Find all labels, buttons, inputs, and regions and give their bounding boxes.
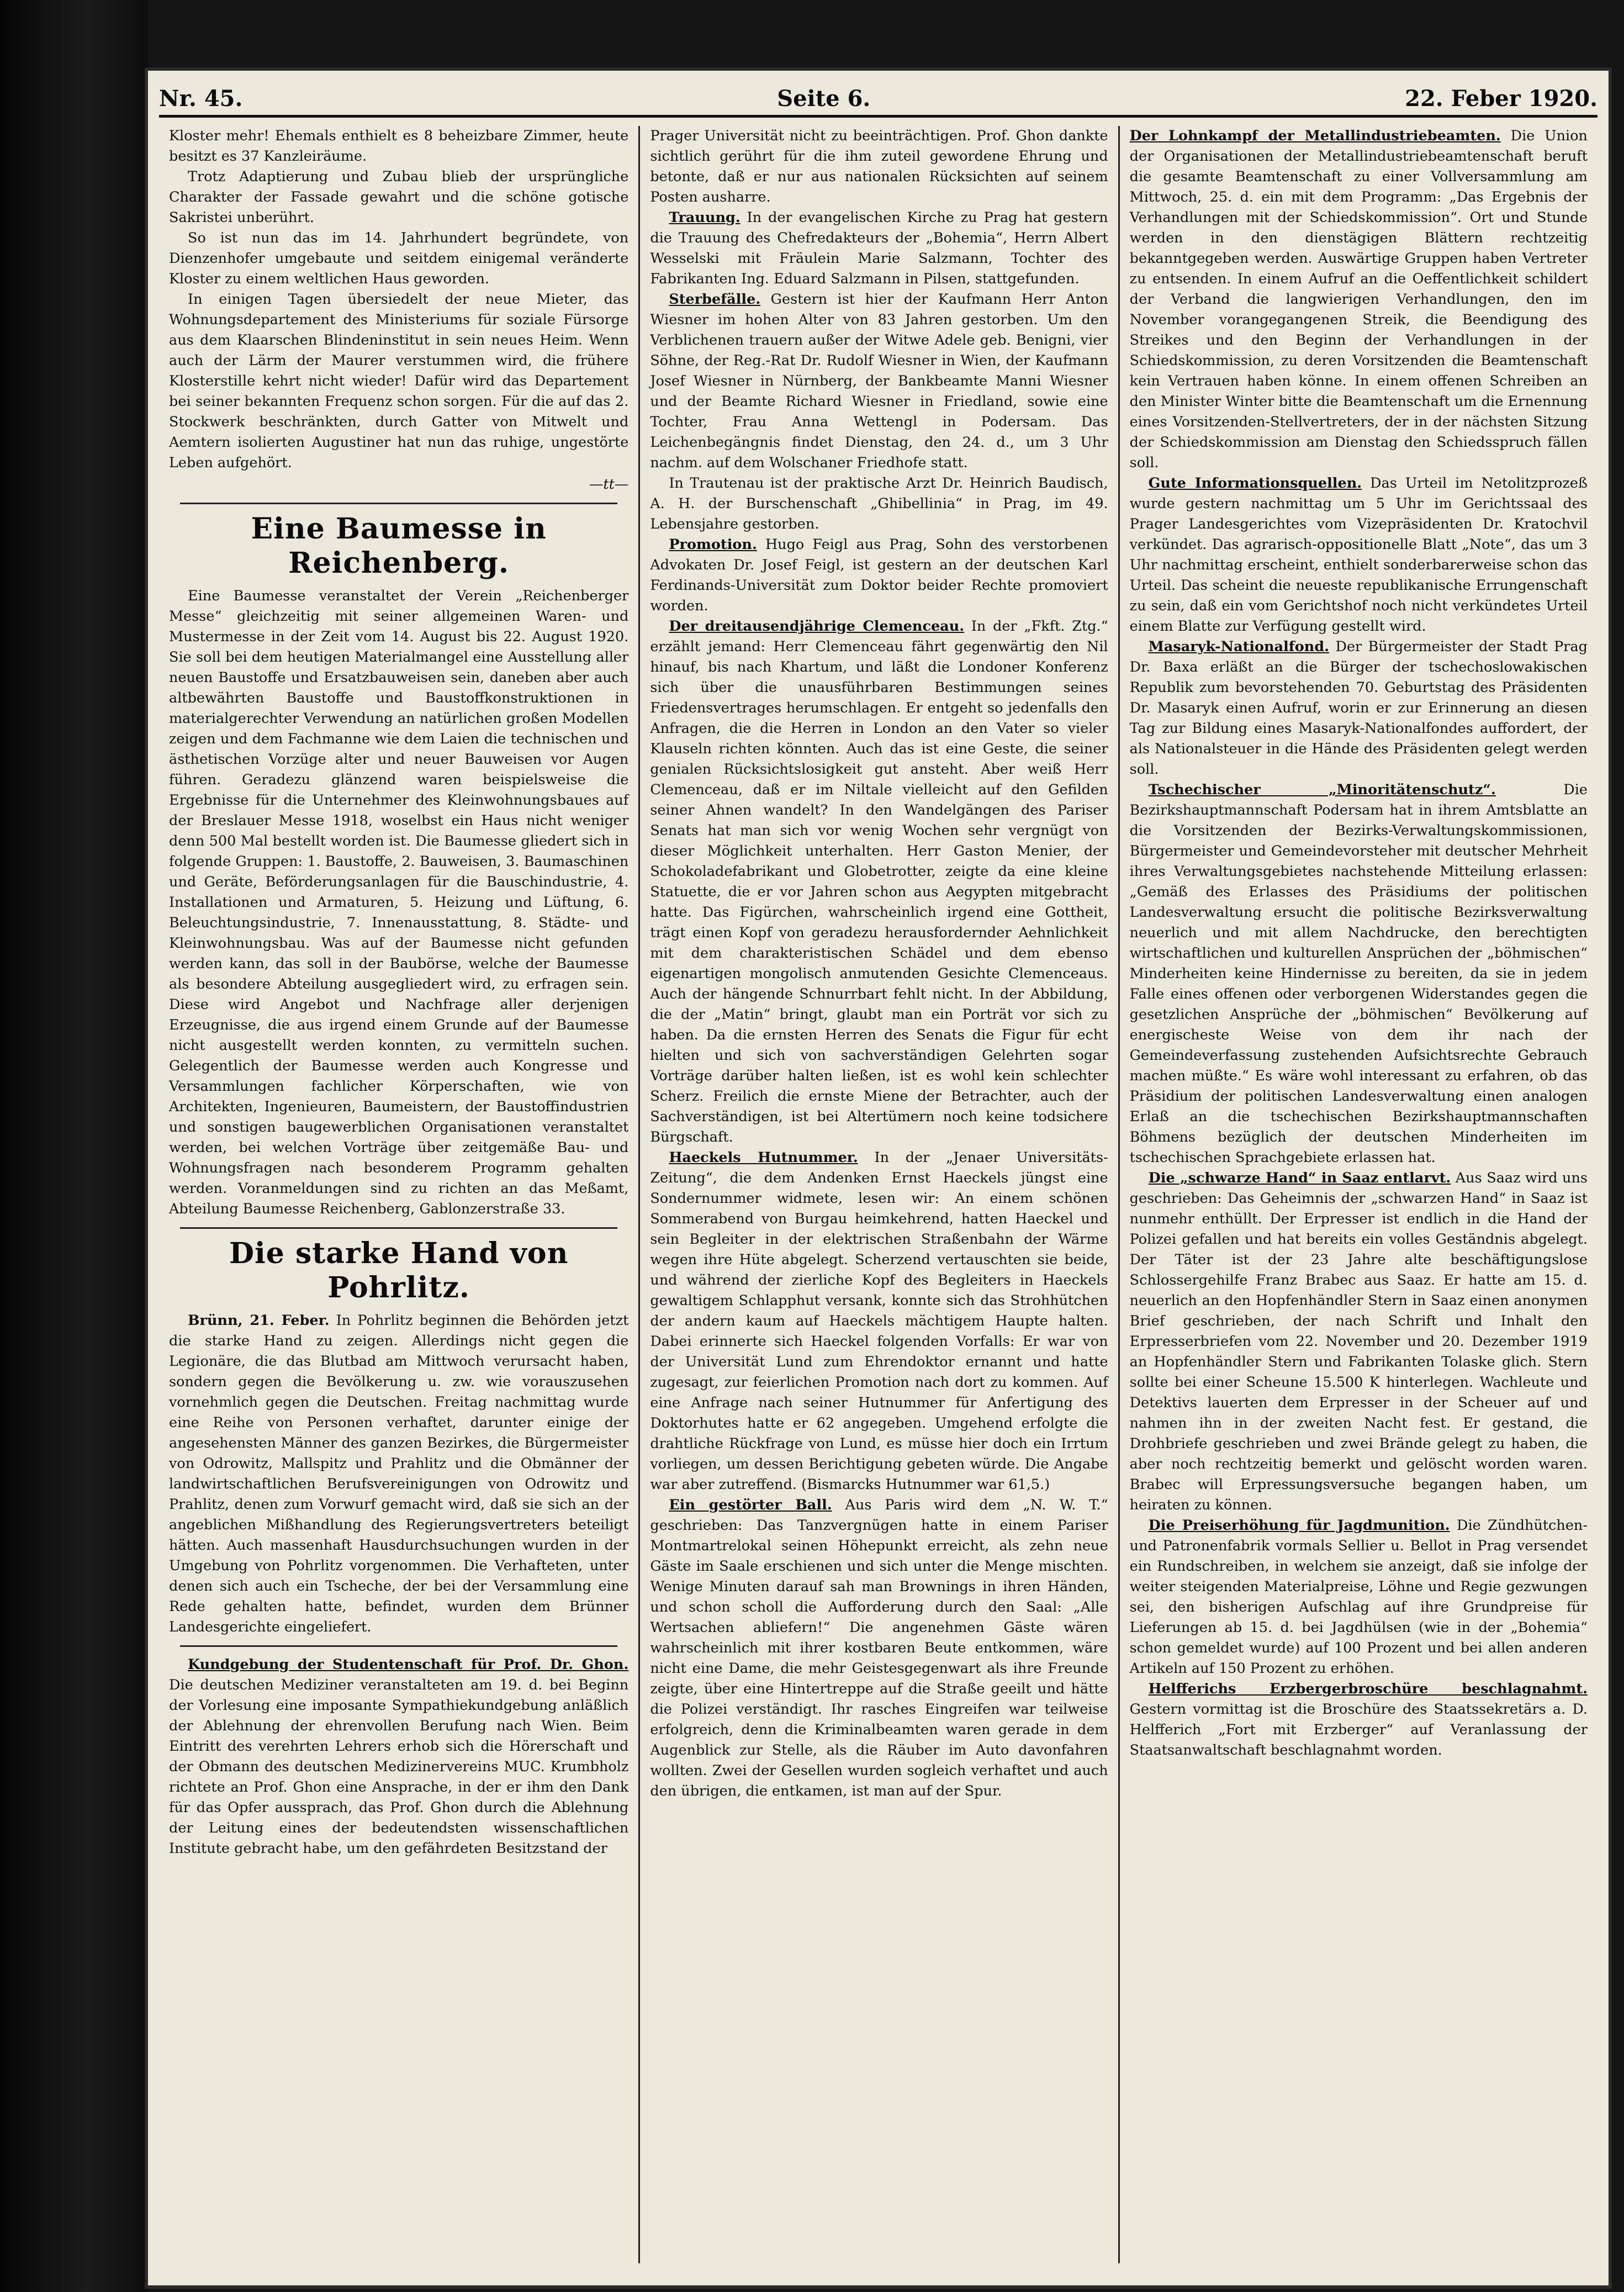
article-title: Tschechischer „Minoritätenschutz“. xyxy=(1148,781,1496,798)
article-body: Das Urteil im Netolitzprozeß wurde gestern nachmittag um 5 Uhr im Gerichtssaal des Prager Landesgerichtes vom Vizepräsidenten Dr. Kratochvil verkündet. Das agrarisch-oppositionelle Blatt „Note“, das um 3 Uhr nachmittag erscheint, enthielt sonderbarerweise schon das Urteil. Das scheint die neueste republikanische Errungenschaft zu sein, daß ein vom Gerichtshof noch nicht verkündetes Urteil einem Blatte zur Verfügung gestellt wird. xyxy=(1129,475,1588,635)
article-title: Ein gestörter Ball. xyxy=(669,1497,832,1513)
article-title: Die „schwarze Hand“ in Saaz entlarvt. xyxy=(1148,1170,1451,1186)
article-title: Gute Informationsquellen. xyxy=(1148,475,1362,492)
article-body: Die deutschen Mediziner veranstalteten am 19. d. bei Beginn der Vorlesung eine imposante Sympathiekundgebung anläßlich der Ablehnung der ehrenvollen Berufung nach Wien. Beim Eintritt des verehrten Lehrers erhob sich die Hörerschaft und der Obmann des deutschen Medizinervereins MUC. Krumbholz richtete an Prof. Ghon eine Ansprache, in der er ihm den Dank für das Opfer aussprach, das Prof. Ghon durch die Ablehnung der Leitung eines der bedeutendsten wissenschaftlichen Institute gebracht habe, um den gefährdeten Besitzstand der xyxy=(169,1677,629,1857)
page-number: Seite 6. xyxy=(777,85,871,112)
issue-number: Nr. 45. xyxy=(159,85,243,112)
newspaper-page xyxy=(148,71,1609,2285)
page-header xyxy=(159,82,1597,118)
paragraph: Prager Universität nicht zu beeinträchtigen. Prof. Ghon dankte sichtlich gerührt für die ihm zuteil gewordene Ehrung und betonte, daß er nur aus nationalen Rücksichten auf seinem Posten ausharre. xyxy=(650,128,1108,205)
paragraph: Kloster mehr! Ehemals enthielt es 8 beheizbare Zimmer, heute besitzt es 37 Kanzleiräume. xyxy=(169,128,629,165)
article-title: Der Lohnkampf der Metallindustriebeamten. xyxy=(1129,128,1501,144)
column-1 xyxy=(159,126,638,2263)
headline-pohrlitz: Die starke Hand von Pohrlitz. xyxy=(229,1237,569,1305)
article-title: Trauung. xyxy=(669,209,740,226)
article-title: Masaryk-Nationalfond. xyxy=(1148,638,1330,655)
divider xyxy=(180,1645,617,1647)
article-body: In der „Fkft. Ztg.“ erzählt jemand: Herr Clemenceau fährt gegenwärtig den Nil hinauf, bis nach Khartum, und läßt die Londoner Konferenz sich über die unausführbaren Bestimmungen seines Friedensvertrages herumschlagen. Er entgeht so jedenfalls den Anfragen, die die Herren in London an den Vater so vieler Klauseln richten könnten. Auch das ist eine Geste, die seiner genialen Rücksichtslosigkeit gut ansteht. Aber weiß Herr Clemenceau, daß er im Niltale vielleicht auf den Gefilden seiner Ahnen wandelt? In den Wandelgängen des Pariser Senats hat man sich vor wenig Wochen sehr vergnügt von dieser Möglichkeit unterhalten. Herr Gaston Menier, der Schokoladefabrikant und Globetrotter, zeigte da eine kleine Statuette, die er vor Jahren schon aus Aegypten mitgebracht hatte. Das Figürchen, wahrscheinlich irgend eine Gottheit, trägt einen Kopf von geradezu herausfordernder Aehnlichkeit mit dem charakteristischen Schädel und dem ebenso eigenartigen mongolisch anmutenden Gesichte Clemenceaus. Auch der hängende Schnurrbart fehlt nicht. In der Abbildung, die der „Matin“ bringt, glaubt man ein Porträt vor sich zu haben. Da die ernsten Herren des Senats die Figur für echt hielten und sich von sachverständigen Gelehrten sogar Vorträge darüber halten ließen, ist es wohl kein schlechter Scherz. Freilich die ernste Miene der Betrachter, auch der Sachverständigen, ist bei Altertümern noch keine todsichere Bürgschaft. xyxy=(650,618,1108,1145)
article-body: Aus Saaz wird uns geschrieben: Das Geheimnis der „schwarzen Hand“ in Saaz ist nunmehr enthüllt. Der Erpresser ist endlich in die Hand der Polizei gefallen und hat bereits ein volles Geständnis abgelegt. Der Täter ist der 23 Jahre alte beschäftigungslose Schlossergehilfe Franz Brabec aus Saaz. Er hatte am 15. d. neuerlich an den Hopfenhändler Stern in Saaz einen anonymen Brief geschrieben, der nach Schrift und Inhalt den Erpresserbriefen vom 22. November und 20. Dezember 1919 an Hopfenhändler Stern und Fabrikanten Tolaske glich. Stern sollte bei einer Scheune 15.500 K hinterlegen. Wachleute und Detektivs lauerten dem Erpresser in der Scheuer auf und nahmen ihn in der zweiten Nacht fest. Er gestand, die Drohbriefe geschrieben und zwei Brände gelegt zu haben, die aber noch rechtzeitig bemerkt und gelöscht worden waren. Brabec will Erpressungsversuche begangen haben, um heiraten zu können. xyxy=(1129,1170,1588,1513)
article-body: Aus Paris wird dem „N. W. T.“ geschrieben: Das Tanzvergnügen hatte in einem Pariser Montmartrelokal seinen Höhepunkt erreicht, als zehn neue Gäste im Saale erschienen und sich unter die Menge mischten. Wenige Minuten darauf sah man Brownings in ihren Händen, und schon scholl die Aufforderung durch den Saal: „Alle Wertsachen abliefern!“ Die angenehmen Gäste wären wahrscheinlich mit ihrer kostbaren Beute entkommen, wäre nicht eine Dame, die mehr Geistesgegenwart als ihre Freunde zeigte, über eine Hintertreppe auf die Straße geeilt und hätte die Polizei verständigt. Ihr rasches Eingreifen war teilweise erfolgreich, denn die Kriminalbeamten waren gerade in dem Augenblick zur Stelle, als die Räuber im Auto davonfahren wollten. Zwei der Gesellen wurden sogleich verhaftet und auch den übrigen, die entkamen, ist man auf der Spur. xyxy=(650,1497,1108,1799)
column-3 xyxy=(1118,126,1597,2263)
divider xyxy=(180,503,617,504)
paragraph: In einigen Tagen übersiedelt der neue Mieter, das Wohnungsdepartement des Ministeriums für soziale Fürsorge aus dem Klaarschen Blindeninstitut in sein neues Heim. Wenn auch der Lärm der Maurer verstummen wird, die frühere Klosterstille kehrt nicht wieder! Dafür wird das Departement bei seiner bekannten Frequenz schon sorgen. Für die auf das 2. Stockwerk beschränkten, durch Gatter von Mitwelt und Aemtern isolierten Augustiner hat nun das ruhige, ungestörte Leben aufgehört. xyxy=(169,291,629,471)
paragraph: In Trautenau ist der praktische Arzt Dr. Heinrich Baudisch, A. H. der Burschenschaft „Ghibellinia“ in Prag, im 49. Lebensjahre gestorben. xyxy=(650,475,1108,532)
paragraph: Trotz Adaptierung und Zubau blieb der ursprüngliche Charakter der Fassade gewahrt und die schöne gotische Sakristei unberührt. xyxy=(169,168,629,226)
article-body: Hugo Feigl aus Prag, Sohn des verstorbenen Advokaten Dr. Josef Feigl, ist gestern an der deutschen Karl Ferdinands-Universität zum Doktor beider Rechte promoviert worden. xyxy=(650,536,1108,614)
article-body: Die Union der Organisationen der Metallindustriebeamtenschaft beruft die gesamte Beamtenschaft zu einer Vollversammlung am Mittwoch, 25. d. ein mit dem Programm: „Das Ergebnis der Verhandlungen mit der Schiedskommission“. Ort und Stunde werden in den dienstägigen Blättern rechtzeitig bekanntgegeben werden. Auswärtige Gruppen haben Vertreter zu entsenden. In einem Aufruf an die Oeffentlichkeit schildert der Verband die langwierigen Verhandlungen, den im November vorangegangenen Streik, die Beendigung des Streikes und den Beginn der Verhandlungen in der Schiedskommission, zu deren Vorsitzenden die Beamtenschaft kein Vertrauen haben könne. In einem offenen Schreiben an den Minister Winter bitte die Beamtenschaft um die Ernennung eines Vorsitzenden-Stellvertreters, der in der nächsten Sitzung der Schiedskommission am Dienstag den Schiedsspruch fällen soll. xyxy=(1129,128,1588,471)
headline-baumesse: Eine Baumesse in Reichenberg. xyxy=(251,512,547,580)
article-title: Der dreitausendjährige Clemenceau. xyxy=(669,618,965,635)
article-body: Eine Baumesse veranstaltet der Verein „Reichenberger Messe“ gleichzeitig mit seiner allgemeinen Waren- und Mustermesse in der Zeit vom 14. August bis 22. August 1920. Sie soll bei dem heutigen Materialmangel eine Ausstellung aller neuen Baustoffe und Ersatzbauweisen sein, daneben aber auch altbewährten Baustoffe und Baustoffkonstruktionen in materialgerechter Verwendung an natürlichen großen Modellen zeigen und dem Fachmanne wie dem Laien die technischen und ästhetischen Vorzüge alter und neuer Bauweisen vor Augen führen. Geradezu glänzend waren beispielsweise die Ergebnisse für die Unternehmer des Kleinwohnungsbaues auf der Breslauer Messe 1918, woselbst ein Haus nicht weniger denn 500 Mal bestellt worden ist. Die Baumesse gliedert sich in folgende Gruppen: 1. Baustoffe, 2. Bauweisen, 3. Baumaschinen und Geräte, Beförderungsanlagen für die Bauschindustrie, 4. Installationen und Armaturen, 5. Heizung und Lüftung, 6. Beleuchtungsindustrie, 7. Innenausstattung, 8. Städte- und Kleinwohnungsbau. Was auf der Baumesse nicht gefunden werden kann, das soll in der Baubörse, welche der Baumesse als besondere Abteilung ausgegliedert wird, zu erfragen sein. Diese wird Angebot und Nachfrage aller derjenigen Erzeugnisse, die aus irgend einem Grunde auf der Baumesse nicht ausgestellt werden konnten, zu vermitteln suchen. Gelegentlich der Baumesse werden auch Kongresse und Versammlungen fachlicher Körperschaften, wie von Architekten, Ingenieuren, Baumeistern, der Baustoffindustrien und sonstigen baugewerblichen Organisationen veranstaltet werden, bei welchen Vorträge über zeitgemäße Bau- und Wohnungsfragen nach besonderem Programm gehalten werden. Voranmeldungen sind zu richten an das Meßamt, Abteilung Baumesse Reichenberg, Gablonzerstraße 33. xyxy=(169,588,629,1217)
article-title: Kundgebung der Studentenschaft für Prof. Dr. Ghon. xyxy=(188,1656,629,1673)
article-body: In Pohrlitz beginnen die Behörden jetzt die starke Hand zu zeigen. Allerdings nicht gegen die Legionäre, die das Blutbad am Mittwoch verursacht haben, sondern gegen die Bevölkerung u. zw. wie vorauszusehen vornehmlich gegen die Deutschen. Freitag nachmittag wurde eine Reihe von Personen verhaftet, darunter einige der angesehensten Männer des ganzen Bezirkes, die Bürgermeister von Odrowitz, Mallspitz und Prahlitz und die Obmänner der landwirtschaftlichen Berufsvereinigungen von Odrowitz und Prahlitz, denen zum Vorwurf gemacht wird, daß sie sich an der angeblichen Mißhandlung des Regierungsvertreters beteiligt hätten. Auch massenhaft Hausdurchsuchungen wurden in der Umgebung von Pohrlitz vorgenommen. Die Verhafteten, unter denen sich auch ein Tscheche, der bei der Versammlung eine Rede gehalten hatte, befindet, wurden dem Brünner Landesgerichte eingeliefert. xyxy=(169,1312,629,1635)
article-body: In der evangelischen Kirche zu Prag hat gestern die Trauung des Chefredakteurs der „Bohemia“, Herrn Albert Wesselski mit Fräulein Marie Salzmann, Tochter des Fabrikanten Ing. Eduard Salzmann in Pilsen, stattgefunden. xyxy=(650,209,1108,287)
article-body: Gestern ist hier der Kaufmann Herr Anton Wiesner im hohen Alter von 83 Jahren gestorben. Um den Verblichenen trauern außer der Witwe Adele geb. Benigni, vier Söhne, der Reg.-Rat Dr. Rudolf Wiesner in Wien, der Kaufmann Josef Wiesner in Nürnberg, der Bankbeamte Manni Wiesner und der Beamte Richard Wiesner in Friedland, sowie eine Tochter, Frau Anna Wettengl in Podersam. Das Leichenbegängnis findet Dienstag, den 24. d., um 3 Uhr nachm. auf dem Wolschaner Friedhofe statt. xyxy=(650,291,1108,471)
article-body: Gestern vormittag ist die Broschüre des Staatssekretärs a. D. Helfferich „Fort mit Erzberger“ auf Veranlassung der Staatsanwaltschaft beschlagnahmt worden. xyxy=(1129,1701,1588,1758)
article-body: Der Bürgermeister der Stadt Prag Dr. Baxa erläßt an die Bürger der tschechoslowakischen Republik zum bevorstehenden 70. Geburtstag des Präsidenten Dr. Masaryk einen Aufruf, worin er zur Erinnerung an diesen Tag zur Bildung eines Masaryk-Nationalfondes auffordert, der als Nationalsteuer in die Hände des Präsidenten gelegt werden soll. xyxy=(1129,638,1588,778)
article-title: Die Preiserhöhung für Jagdmunition. xyxy=(1148,1517,1450,1534)
paragraph: So ist nun das im 14. Jahrhundert begründete, von Dienzenhofer umgebaute und seitdem einigemal veränderte Kloster zu einem weltlichen Haus geworden. xyxy=(169,230,629,287)
article-body: In der „Jenaer Universitäts-Zeitung“, die dem Andenken Ernst Haeckels jüngst eine Sondernummer widmete, lesen wir: An einem schönen Sommerabend von Burgau heimkehrend, hatten Haeckel und sein Begleiter in der elektrischen Straßenbahn der Wärme wegen ihre Hüte abgelegt. Scherzend vertauschten sie beide, und während der zierliche Kopf des Begleiters in Haeckels gewaltigem Schlapphut versank, konnte sich das Strohhütchen der andern kaum auf Haeckels mächtigem Haupte halten. Dabei erinnerte sich Haeckel folgenden Vorfalls: Er war von der Universität Lund zum Ehrendoktor ernannt und hatte zugesagt, zur feierlichen Promotion nach dort zu kommen. Auf eine Anfrage nach seiner Hutnummer für Anfertigung des Doktorhutes hatte er 62 angegeben. Umgehend erfolgte die drahtliche Rückfrage von Lund, es müsse hier doch ein Irrtum vorliegen, um dessen Berichtigung gebeten würde. Die Angabe war aber zutreffend. (Bismarcks Hutnummer war 61,5.) xyxy=(650,1149,1108,1493)
author-signature: —tt— xyxy=(589,476,629,493)
divider xyxy=(180,1227,617,1229)
article-title: Helfferichs Erzbergerbroschüre beschlagnahmt. xyxy=(1148,1681,1588,1697)
binding-edge xyxy=(0,0,148,2292)
article-title: Promotion. xyxy=(669,536,757,553)
article-title: Sterbefälle. xyxy=(669,291,761,308)
dateline: Brünn, 21. Feber. xyxy=(188,1312,330,1329)
article-body: Die Bezirkshauptmannschaft Podersam hat in ihrem Amtsblatte an die Vorsitzenden der Bezirks-Verwaltungskommissionen, Bürgermeister und Gemeindevorsteher mit deutscher Mehrheit ihres Verwaltungsgebietes nachstehende Mitteilung erlassen: „Gemäß des Erlasses des Präsidiums der politischen Landesverwaltung ersucht die politische Bezirksverwaltung neuerlich und mit allem Nachdrucke, den berechtigten wirtschaftlichen und kulturellen Ansprüchen der „böhmischen“ Minderheiten keine Hindernisse zu bereiten, da sie in jedem Falle eines offenen oder verborgenen Widerstandes gegen die gesetzlichen Ansprüche der „böhmischen“ Bevölkerung auf energischeste Weise von dem ihr nach der Gemeindeverfassung zustehenden Aufsichtsrechte Gebrauch machen müßte.“ Es wäre wohl interessant zu erfahren, ob das Präsidium der politischen Landesverwaltung einen analogen Erlaß an die tschechischen Bezirkshauptmannschaften Böhmens bezüglich der deutschen Minderheiten im tschechischen Sprachgebiete erlassen hat. xyxy=(1129,781,1588,1166)
issue-date: 22. Feber 1920. xyxy=(1405,85,1597,112)
article-body: Die Zündhütchen- und Patronenfabrik vormals Sellier u. Bellot in Prag versendet ein Rundschreiben, in welchem sie anzeigt, daß sie infolge der weiter steigenden Materialpreise, Löhne und Regie gezwungen sei, den bisherigen Aufschlag auf ihre Grundpreise für Lieferungen ab 15. d. bei Jagdhülsen (wie in der „Bohemia“ schon gemeldet wurde) auf 100 Prozent und bei allen anderen Artikeln auf 150 Prozent zu erhöhen. xyxy=(1129,1517,1588,1677)
article-columns xyxy=(159,126,1597,2263)
article-title: Haeckels Hutnummer. xyxy=(669,1149,858,1166)
column-2 xyxy=(638,126,1118,2263)
